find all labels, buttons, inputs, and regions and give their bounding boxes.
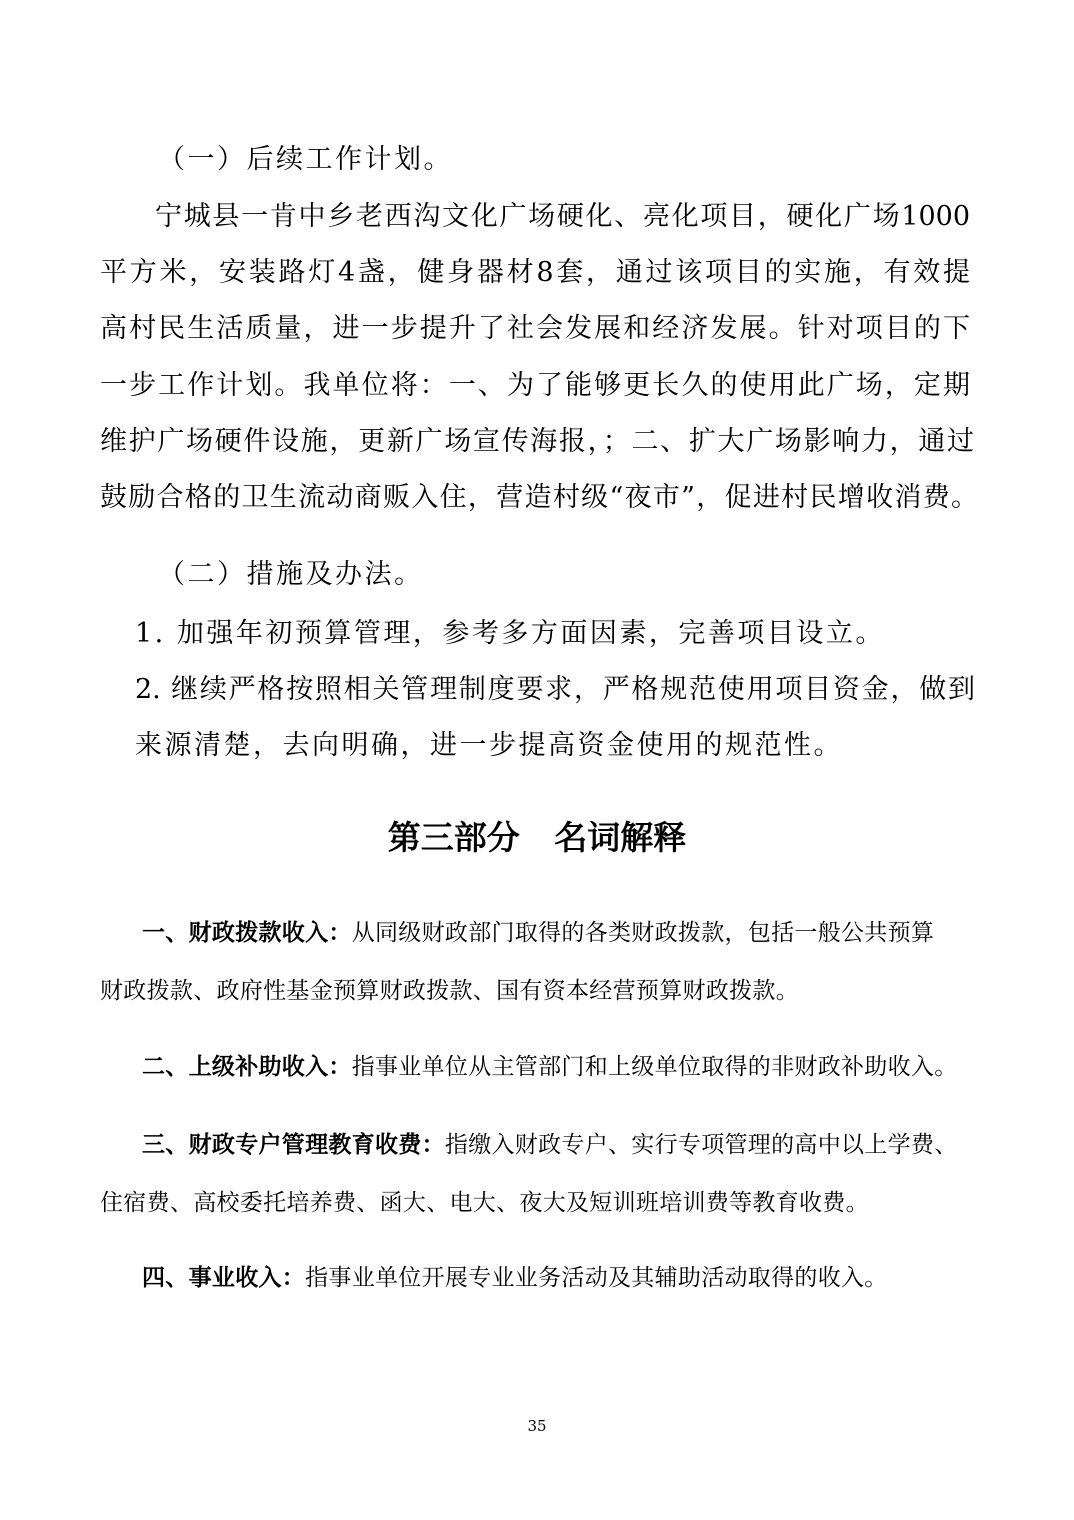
definition-text: 指事业单位从主管部门和上级单位取得的非财政补助收入。 (351, 1054, 958, 1080)
followup-paragraph-line: 维护广场硬件设施，更新广场宣传海报，；二、扩大广场影响力，通过 (100, 426, 974, 457)
definition-term: 一、财政拨款收入： (142, 919, 352, 946)
definition-text: 指缴入财政专户、实行专项管理的高中以上学费、 (444, 1132, 958, 1158)
followup-paragraph-line: 平方米，安装路灯4盏，健身器材8套，通过该项目的实施，有效提 (100, 257, 970, 288)
page-number: 35 (527, 1417, 547, 1435)
definition-continuation: 财政拨款、政府性基金预算财政拨款、国有资本经营预算财政拨款。 (100, 978, 799, 1004)
definition-text: 指事业单位开展专业业务活动及其辅助活动取得的收入。 (305, 1265, 888, 1291)
followup-paragraph-line: 一步工作计划。我单位将：一、为了能够更长久的使用此广场，定期 (100, 370, 970, 401)
section-title: 第三部分 名词解释 (387, 818, 687, 857)
definition-term: 二、上级补助收入： (142, 1053, 352, 1080)
followup-paragraph-line: 鼓励合格的卫生流动商贩入住，营造村级“夜市”，促进村民增收消费。 (100, 482, 978, 513)
followup-paragraph-line: 高村民生活质量，进一步提升了社会发展和经济发展。针对项目的下 (100, 313, 970, 344)
definition-term: 四、事业收入： (142, 1264, 306, 1291)
measures-item: 2. 继续严格按照相关管理制度要求，严格规范使用项目资金，做到 (135, 674, 975, 705)
definition-continuation: 住宿费、高校委托培养费、函大、电大、夜大及短训班培训费等教育收费。 (100, 1190, 869, 1216)
definition-block (100, 1263, 977, 1293)
definition-text: 从同级财政部门取得的各类财政拨款，包括一般公共预算 (351, 920, 935, 946)
definition-block (100, 1052, 977, 1082)
definition-term: 三、财政专户管理教育收费： (142, 1131, 445, 1158)
measures-item: 1. 加强年初预算管理，参考多方面因素，完善项目设立。 (135, 618, 885, 649)
followup-heading: （一）后续工作计划。 (158, 144, 453, 175)
definition-block (100, 918, 977, 1006)
measures-item: 来源清楚，去向明确，进一步提高资金使用的规范性。 (135, 730, 843, 761)
measures-heading: （二）措施及办法。 (158, 559, 424, 590)
definition-block (100, 1130, 977, 1218)
followup-paragraph-line: 宁城县一肯中乡老西沟文化广场硬化、亮化项目，硬化广场1000 (155, 201, 970, 232)
